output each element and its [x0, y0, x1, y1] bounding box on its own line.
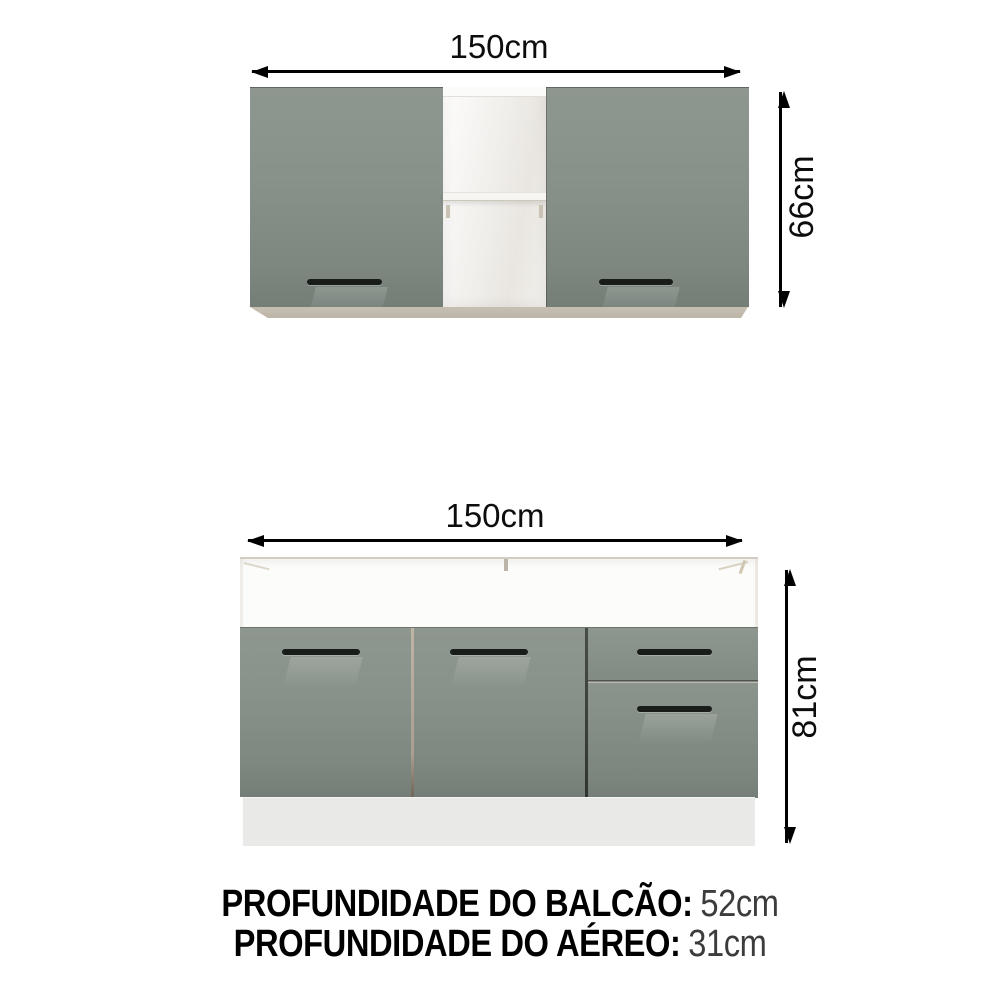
- wall-left-door: [250, 87, 443, 307]
- top-box-left-corner-edge: [244, 562, 270, 570]
- base-left-door-handle: [282, 649, 360, 655]
- top-box-center-joint: [504, 559, 508, 571]
- wall-left-door-handle: [307, 279, 382, 285]
- base-left-door: [240, 628, 411, 797]
- aereo-depth-line: [70, 924, 930, 964]
- base-bottom-drawer-handle: [637, 706, 712, 712]
- handle-reflection: [283, 657, 362, 687]
- aereo-depth-label: PROFUNDIDADE DO AÉREO:: [233, 923, 681, 965]
- base-cabinet-height-label: 81cm: [786, 655, 824, 739]
- aereo-depth-value: 31cm: [688, 923, 767, 965]
- base-cabinet-open-top: [240, 557, 758, 629]
- wall-cabinet-doors: [250, 87, 748, 307]
- wall-cabinet-bottom-panel: [250, 307, 748, 318]
- base-cabinet-front: [240, 627, 758, 797]
- handle-reflection: [638, 714, 717, 744]
- base-top-drawer-handle: [637, 649, 712, 655]
- base-width-arrow-icon: [248, 539, 742, 542]
- base-middle-door: [414, 628, 585, 797]
- wall-shelf: [443, 192, 546, 201]
- wall-cabinet-width-label: 150cm: [449, 28, 549, 65]
- wall-right-door: [546, 87, 749, 307]
- base-top-drawer: [588, 628, 758, 680]
- depth-info: [70, 884, 930, 964]
- balcao-depth-label: PROFUNDIDADE DO BALCÃO:: [221, 883, 693, 925]
- wall-width-arrow-icon: [252, 70, 740, 73]
- shelf-pin: [446, 205, 450, 218]
- balcao-depth-value: 52cm: [700, 883, 779, 925]
- handle-reflection: [451, 657, 530, 687]
- wall-cabinet-height-label: 66cm: [783, 155, 821, 239]
- balcao-depth-line: [70, 884, 930, 924]
- base-cabinet-plinth: [243, 797, 755, 846]
- wall-right-door-handle: [599, 279, 673, 285]
- base-cabinet: [240, 557, 758, 845]
- base-middle-door-handle: [450, 649, 528, 655]
- base-cabinet-width-label: 150cm: [445, 497, 545, 534]
- base-bottom-drawer: [588, 683, 758, 798]
- shelf-pin: [539, 205, 543, 218]
- wall-cabinet: [250, 87, 748, 318]
- open-section-top-panel: [443, 87, 546, 97]
- base-drawer-column: [588, 628, 758, 797]
- wall-open-shelf-section: [443, 87, 546, 307]
